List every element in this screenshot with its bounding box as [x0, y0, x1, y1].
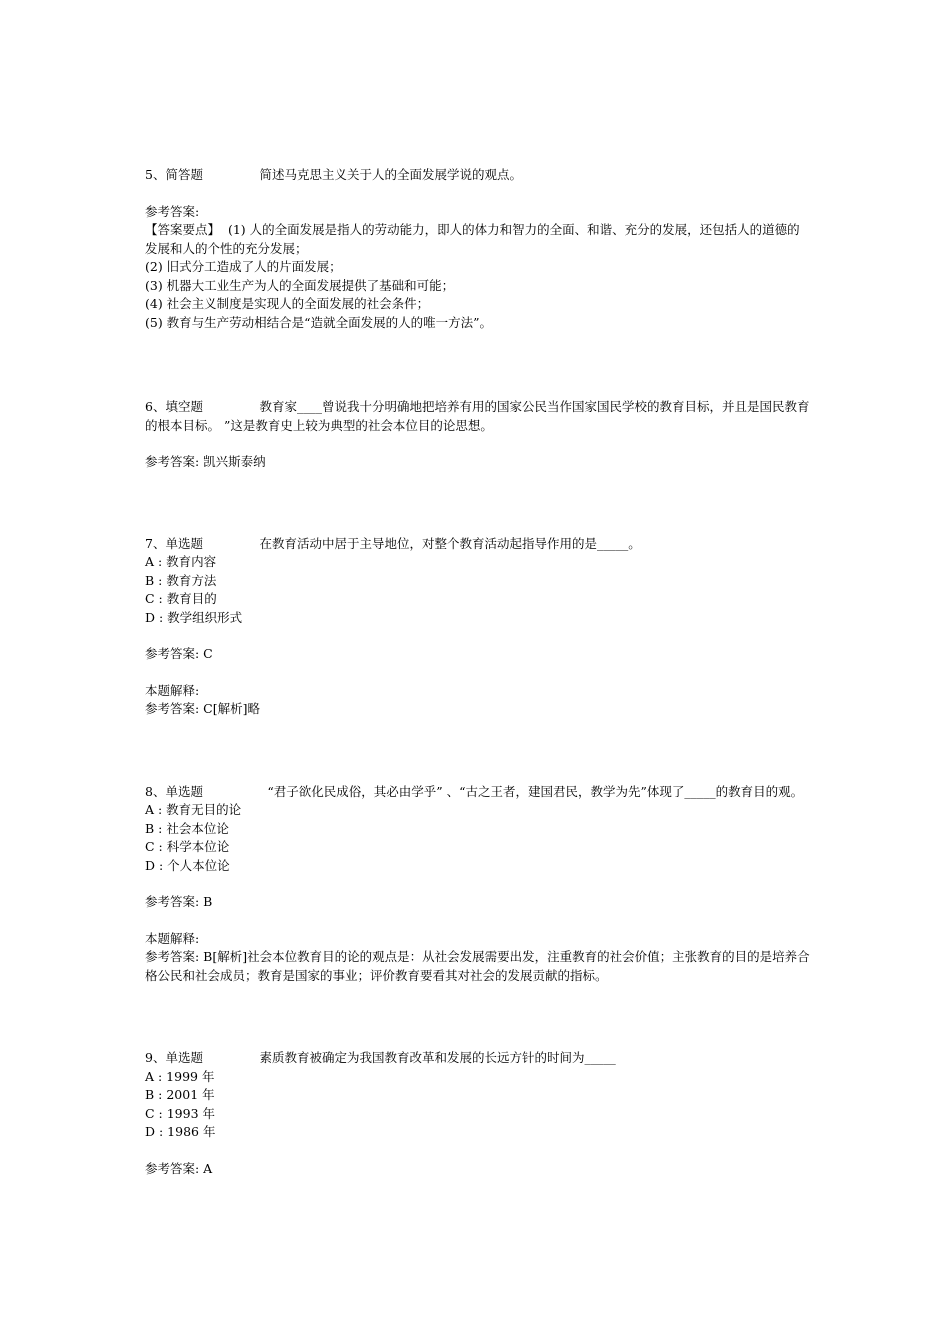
option-d: D : 教学组织形式	[145, 609, 243, 625]
document-page	[145, 166, 810, 1178]
option-c: C : 科学本位论	[145, 839, 230, 854]
question-number: 7、	[145, 535, 166, 551]
option-a: A : 1999 年	[145, 1068, 215, 1084]
explain-text: 参考答案: C[解析]略	[145, 701, 261, 716]
question-header	[145, 166, 810, 185]
option-b: B : 教育方法	[145, 572, 217, 588]
question-header	[145, 535, 810, 554]
question-header	[145, 1049, 810, 1068]
question-header	[145, 783, 810, 802]
answer-label: 参考答案:	[145, 203, 200, 219]
answer-text: 参考答案: B	[145, 894, 213, 909]
question-number: 6、	[145, 399, 166, 414]
answer-line: (5) 教育与生产劳动相结合是“造就全面发展的人的唯一方法”。	[145, 314, 492, 330]
explain-text: 参考答案: B[解析]社会本位教育目的论的观点是：从社会发展需要出发，注重教育的社会价值；主张教育的目的是培养合格公民和社会成员；教育是国家的事业；评价教育要看其对社会的发展贡献的指标。	[145, 949, 810, 983]
answer-line: (4) 社会主义制度是实现人的全面发展的社会条件；	[145, 296, 430, 311]
question-stem: 素质教育被确定为我国教育改革和发展的长远方针的时间为_____	[259, 1050, 616, 1065]
question-number: 9、	[145, 1050, 166, 1065]
option-d: D : 1986 年	[145, 1124, 216, 1139]
question-stem: 在教育活动中居于主导地位，对整个教育活动起指导作用的是_____。	[259, 535, 641, 551]
question-type: 单选题	[165, 535, 203, 551]
option-b: B : 社会本位论	[145, 820, 229, 836]
question-5	[145, 166, 810, 332]
option-a: A : 教育内容	[145, 554, 217, 569]
question-6	[145, 398, 810, 472]
question-number: 8、	[145, 783, 166, 799]
answer-text: 参考答案: A	[145, 1160, 213, 1176]
question-9	[145, 1049, 810, 1178]
answer-text: 参考答案: C	[145, 646, 213, 661]
question-type: 简答题	[165, 167, 203, 182]
question-type: 单选题	[165, 783, 203, 799]
question-stem: 教育家____曾说我十分明确地把培养有用的国家公民当作国家国民学校的教育目标，并且是国民教育的根本目标。 ”这是教育史上较为典型的社会本位目的论思想。	[145, 399, 810, 433]
answer-line: (3) 机器大工业生产为人的全面发展提供了基础和可能；	[145, 277, 455, 293]
question-8	[145, 783, 810, 986]
question-header	[145, 398, 810, 435]
question-type: 填空题	[165, 399, 203, 414]
question-number: 5、	[145, 167, 166, 182]
question-type: 单选题	[165, 1050, 203, 1065]
question-stem: 简述马克思主义关于人的全面发展学说的观点。	[259, 167, 522, 182]
answer-text: 参考答案: 凯兴斯泰纳	[145, 454, 266, 469]
option-c: C : 教育目的	[145, 591, 217, 606]
answer-line: (2) 旧式分工造成了人的片面发展；	[145, 259, 342, 274]
explain-label: 本题解释:	[145, 682, 200, 698]
question-7	[145, 535, 810, 719]
explain-label: 本题解释:	[145, 930, 200, 946]
option-b: B : 2001 年	[145, 1087, 215, 1102]
answer-line: 【答案要点】 (1) 人的全面发展是指人的劳动能力，即人的体力和智力的全面、和谐、充分的发展，还包括人的道德的发展和人的个性的充分发展；	[145, 222, 800, 256]
option-c: C : 1993 年	[145, 1105, 216, 1121]
option-a: A : 教育无目的论	[145, 802, 242, 817]
question-stem: “君子欲化民成俗，其必由学乎” 、“古之王者，建国君民，教学为先”体现了_____的教育目的观。	[259, 783, 804, 799]
option-d: D : 个人本位论	[145, 857, 230, 873]
